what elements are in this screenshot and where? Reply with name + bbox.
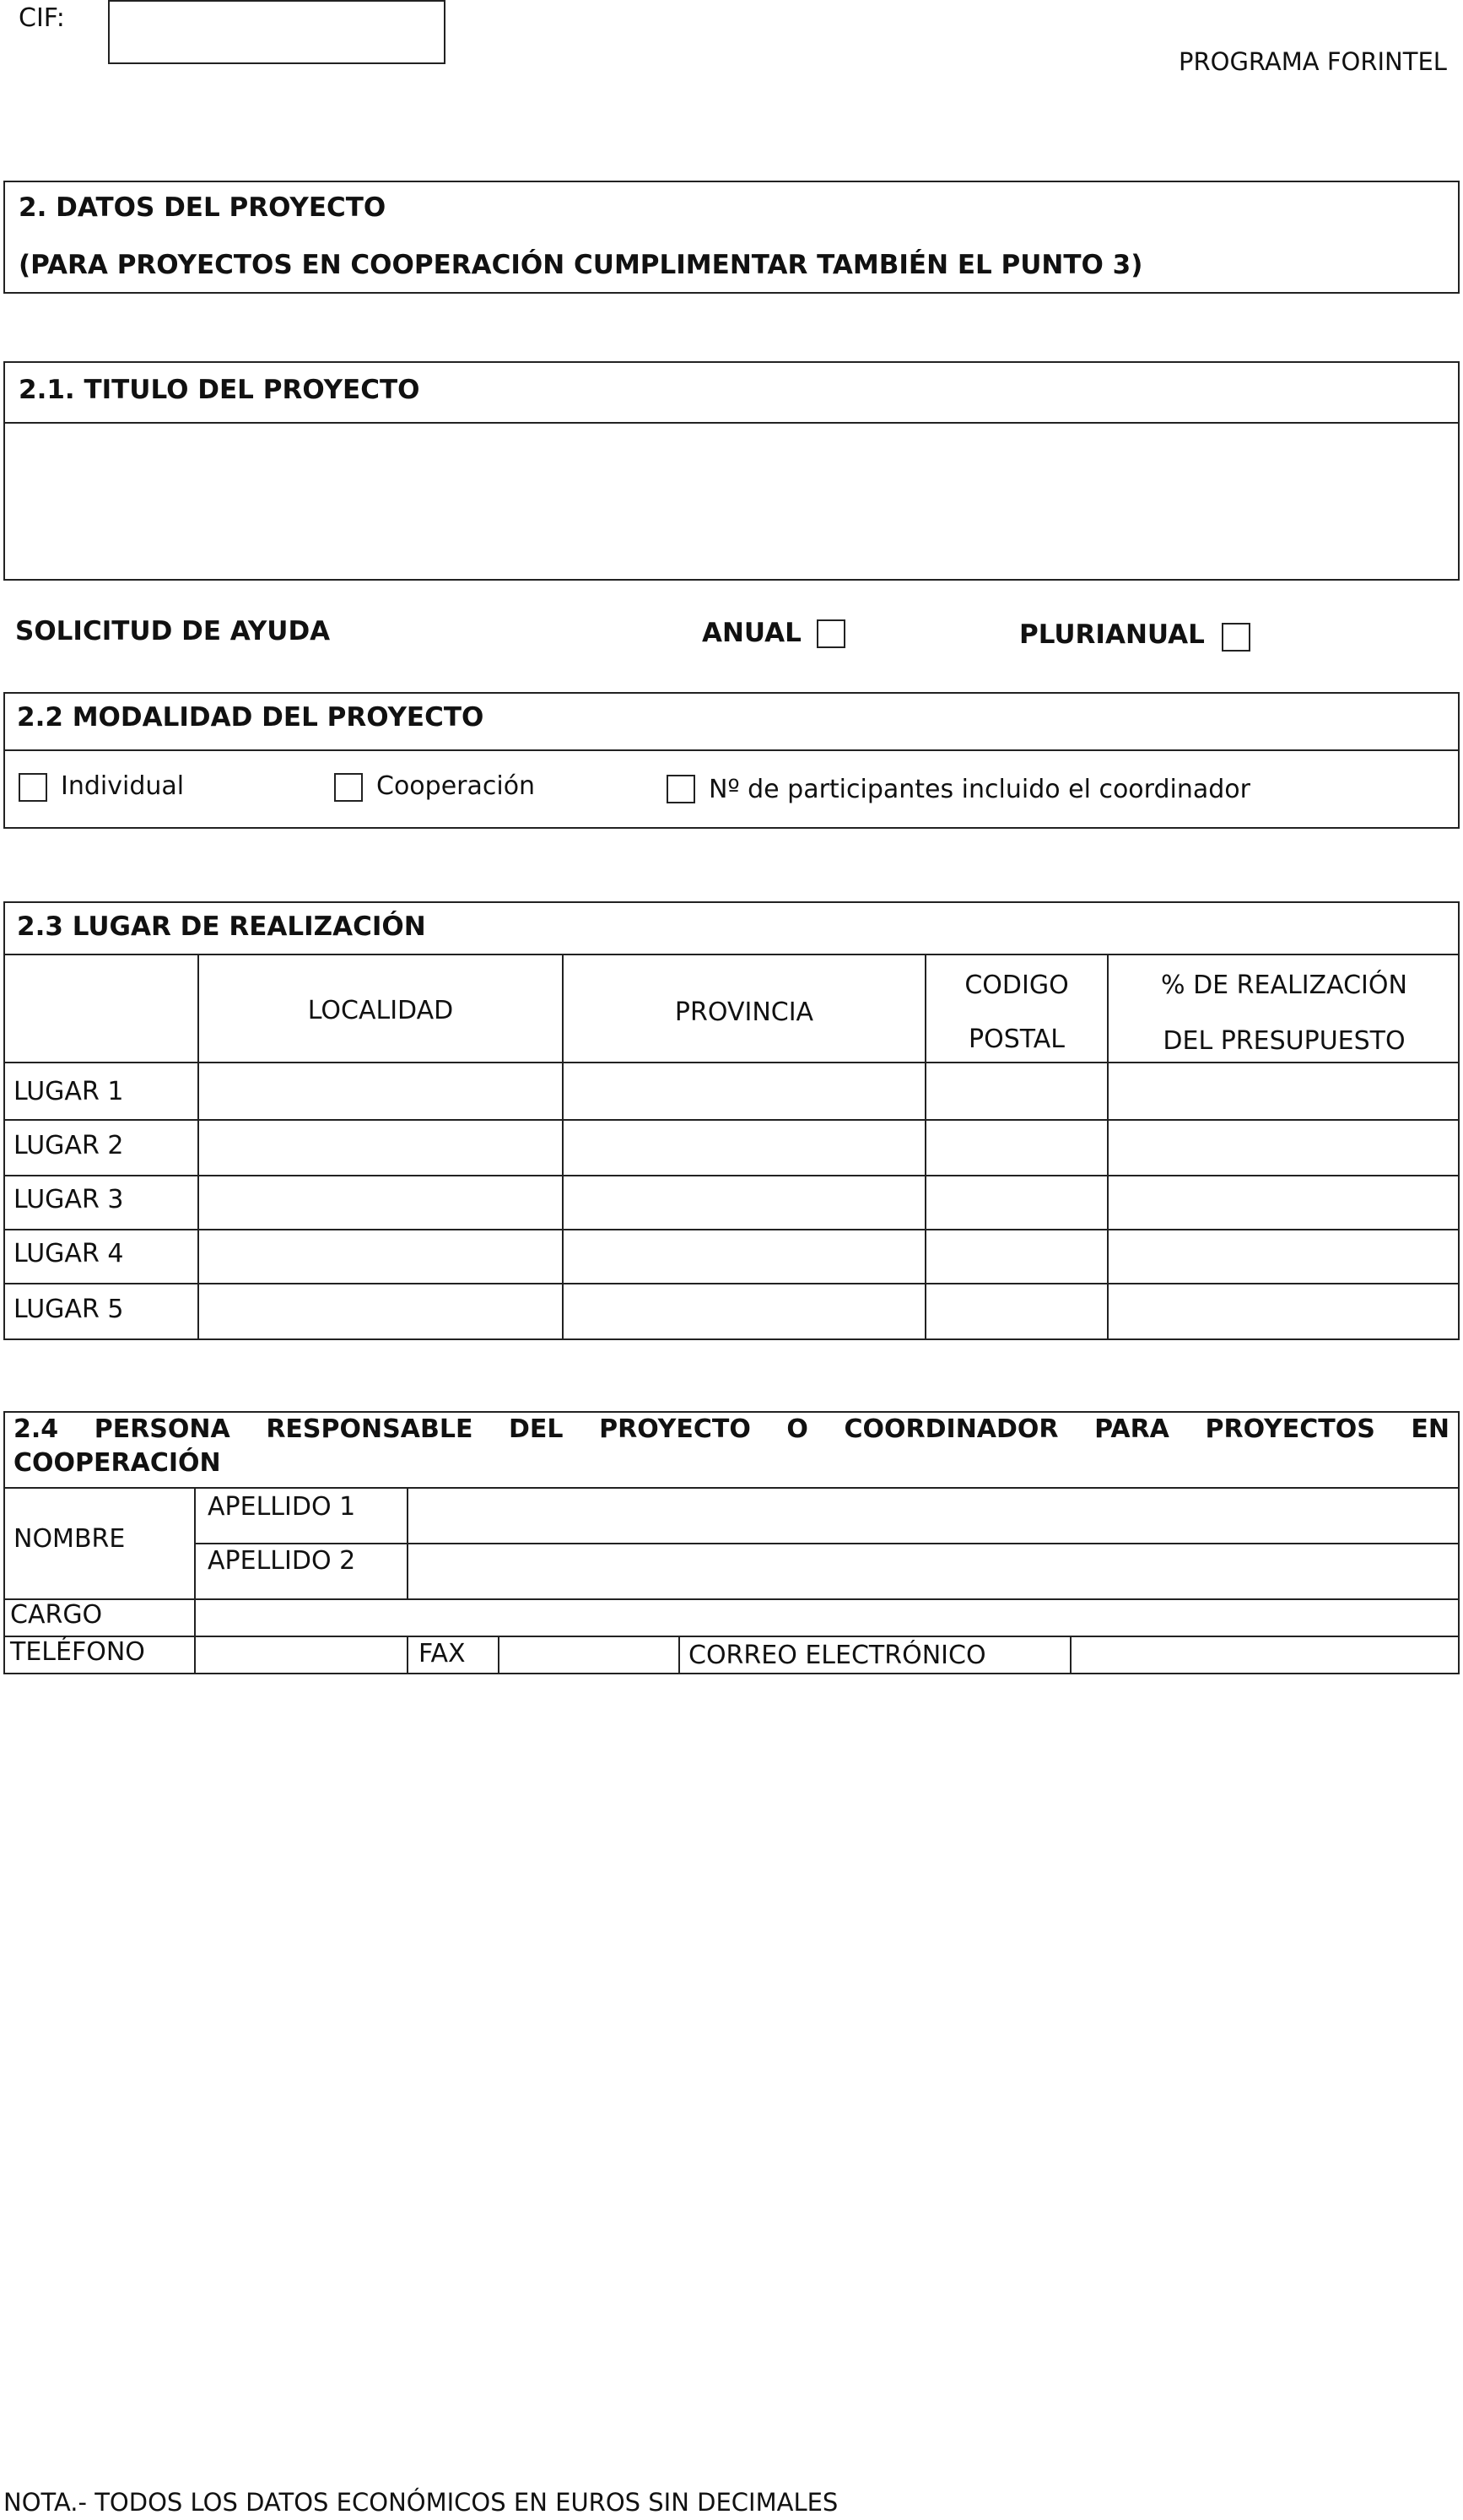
correo-label: CORREO ELECTRÓNICO [688,1641,986,1670]
section-2-title: 2. DATOS DEL PROYECTO [19,192,386,223]
plurianual-label: PLURIANUAL [1019,619,1205,650]
divider [678,1636,680,1674]
lugar-5-provincia-cell[interactable] [564,1284,925,1338]
col-header-localidad: LOCALIDAD [307,996,454,1025]
telefono-input[interactable] [196,1637,407,1673]
section-24-title-line-1: 2.4 PERSONA RESPONSABLE DEL PROYECTO O COORDINADOR PARA PROYECTOS EN [13,1414,1450,1444]
lugar-2-provincia-cell[interactable] [564,1121,925,1175]
section-2-subtitle: (PARA PROYECTOS EN COOPERACIÓN CUMPLIMENTAR TAMBIÉN EL PUNTO 3) [19,250,1143,280]
section-24-title-line-2: COOPERACIÓN [13,1448,221,1478]
cif-label: CIF: [19,3,65,33]
apellido-2-label: APELLIDO 2 [208,1546,356,1576]
anual-checkbox[interactable] [817,619,845,648]
section-23-title: 2.3 LUGAR DE REALIZACIÓN [17,911,426,942]
col-header-provincia: PROVINCIA [674,998,814,1027]
lugar-3-codigo-cell[interactable] [926,1176,1107,1229]
divider [407,1636,408,1674]
lugar-2-codigo-cell[interactable] [926,1121,1107,1175]
participantes-label: Nº de participantes incluido el coordinador [709,775,1250,804]
divider [3,749,1460,751]
fax-label: FAX [418,1639,466,1668]
lugar-4-localidad-cell[interactable] [199,1230,562,1283]
telefono-label: TELÉFONO [10,1637,145,1667]
lugar-5-pct-cell[interactable] [1109,1284,1458,1338]
lugar-1-localidad-cell[interactable] [199,1063,562,1119]
apellido-1-input[interactable] [408,1489,1458,1543]
cooperacion-checkbox[interactable] [334,773,363,802]
row-label-lugar-3: LUGAR 3 [13,1185,124,1214]
solicitud-label: SOLICITUD DE AYUDA [15,616,331,646]
lugar-3-localidad-cell[interactable] [199,1176,562,1229]
correo-input[interactable] [1072,1637,1458,1673]
fax-input[interactable] [499,1637,678,1673]
row-label-lugar-4: LUGAR 4 [13,1239,124,1268]
cif-input[interactable] [108,0,445,64]
lugar-4-pct-cell[interactable] [1109,1230,1458,1283]
row-label-lugar-2: LUGAR 2 [13,1131,124,1160]
col-header-codigo-2: POSTAL [969,1025,1065,1054]
lugar-5-localidad-cell[interactable] [199,1284,562,1338]
lugar-3-pct-cell[interactable] [1109,1176,1458,1229]
section-21-title: 2.1. TITULO DEL PROYECTO [19,375,420,405]
anual-label: ANUAL [702,618,802,648]
row-label-lugar-1: LUGAR 1 [13,1077,124,1106]
plurianual-checkbox[interactable] [1222,623,1250,652]
col-header-codigo-1: CODIGO [964,971,1069,1000]
apellido-1-label: APELLIDO 1 [208,1492,356,1522]
lugar-2-localidad-cell[interactable] [199,1121,562,1175]
lugar-4-provincia-cell[interactable] [564,1230,925,1283]
cargo-input[interactable] [196,1600,1458,1636]
row-label-lugar-5: LUGAR 5 [13,1295,124,1324]
individual-label: Individual [61,771,185,801]
footer-note: NOTA.- TODOS LOS DATOS ECONÓMICOS EN EUROS SIN DECIMALES [3,2488,839,2517]
lugar-1-provincia-cell[interactable] [564,1063,925,1119]
lugar-3-provincia-cell[interactable] [564,1176,925,1229]
program-title: PROGRAMA FORINTEL [1179,47,1447,76]
cargo-label: CARGO [10,1600,103,1630]
apellido-2-input[interactable] [408,1544,1458,1598]
col-header-pct-2: DEL PRESUPUESTO [1163,1026,1406,1056]
col-header-pct-1: % DE REALIZACIÓN [1161,971,1407,1000]
lugar-4-codigo-cell[interactable] [926,1230,1107,1283]
nombre-label: NOMBRE [13,1524,126,1554]
project-title-input[interactable] [5,424,1458,579]
lugar-1-codigo-cell[interactable] [926,1063,1107,1119]
lugar-5-codigo-cell[interactable] [926,1284,1107,1338]
divider [3,954,1460,955]
section-22-title: 2.2 MODALIDAD DEL PROYECTO [17,702,484,733]
lugar-2-pct-cell[interactable] [1109,1121,1458,1175]
participantes-checkbox[interactable] [667,775,695,803]
individual-checkbox[interactable] [19,773,47,802]
lugar-1-pct-cell[interactable] [1109,1063,1458,1119]
cooperacion-label: Cooperación [376,771,536,801]
